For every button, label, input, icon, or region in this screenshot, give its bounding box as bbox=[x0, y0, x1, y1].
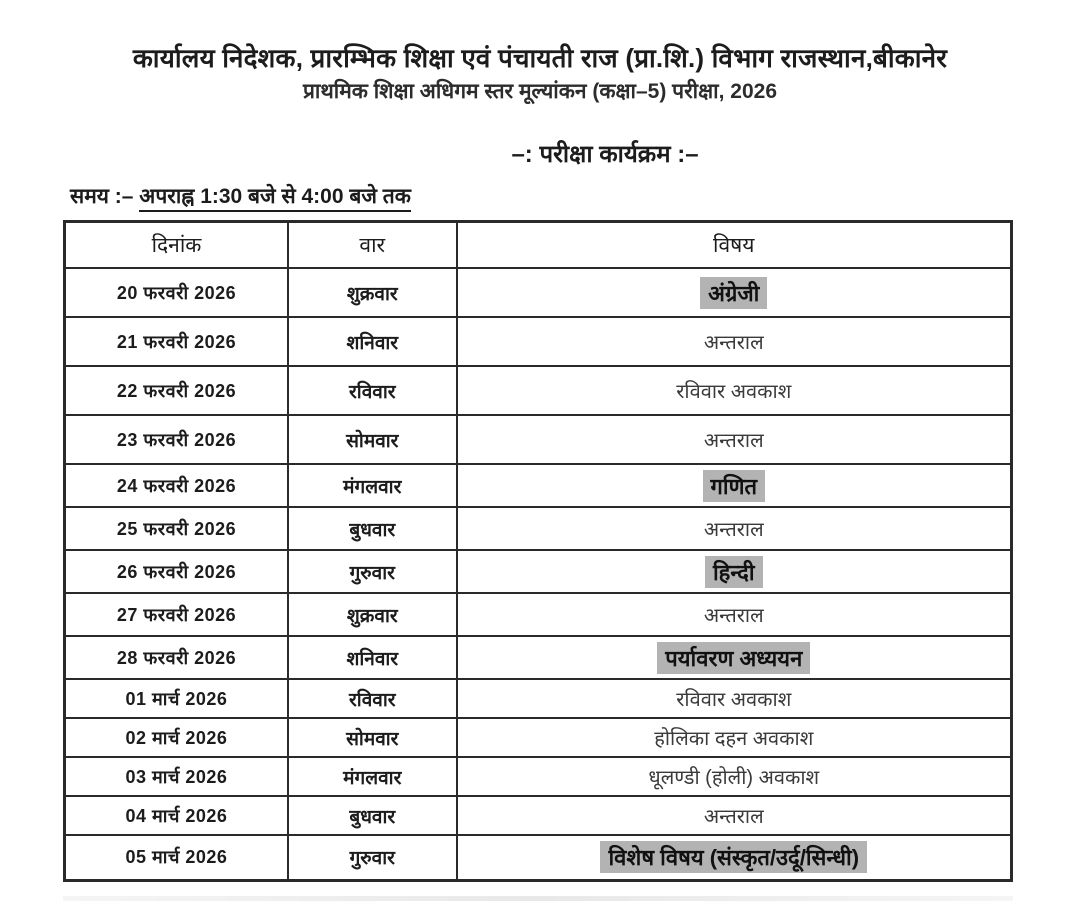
date-cell: 05 मार्च 2026 bbox=[65, 835, 288, 880]
subject-cell bbox=[457, 268, 1012, 317]
subject-cell bbox=[457, 835, 1012, 880]
exam-programme-title: –: परीक्षा कार्यक्रम :– bbox=[511, 140, 699, 168]
exam-table-header bbox=[65, 221, 1012, 268]
table-row bbox=[65, 757, 1012, 796]
table-row bbox=[65, 268, 1012, 317]
subject-cell bbox=[457, 679, 1012, 718]
subject-text: रविवार अवकाश bbox=[676, 381, 792, 403]
subject-text: अन्तराल bbox=[703, 519, 764, 541]
time-value: अपराह्न 1:30 बजे से 4:00 बजे तक bbox=[139, 185, 411, 212]
subject-cell bbox=[457, 507, 1012, 550]
subject-text: अन्तराल bbox=[703, 430, 764, 452]
date-cell: 01 मार्च 2026 bbox=[65, 679, 288, 718]
subject-text: होलिका दहन अवकाश bbox=[654, 728, 814, 750]
day-cell: गुरुवार bbox=[288, 835, 457, 880]
subject-cell bbox=[457, 718, 1012, 757]
column-header-date: दिनांक bbox=[65, 221, 288, 268]
table-row bbox=[65, 415, 1012, 464]
exam-schedule-table bbox=[63, 220, 1013, 882]
subject-text: धूलण्डी (होली) अवकाश bbox=[648, 767, 820, 789]
subject-text: अन्तराल bbox=[703, 605, 764, 627]
table-row bbox=[65, 507, 1012, 550]
header-row bbox=[65, 221, 1012, 268]
subject-cell bbox=[457, 415, 1012, 464]
date-cell: 23 फरवरी 2026 bbox=[65, 415, 288, 464]
day-cell: शनिवार bbox=[288, 636, 457, 679]
table-row bbox=[65, 835, 1012, 880]
subject-text: हिन्दी bbox=[705, 556, 763, 588]
subject-text: गणित bbox=[703, 470, 766, 502]
table-row bbox=[65, 718, 1012, 757]
day-cell: रविवार bbox=[288, 679, 457, 718]
day-cell: मंगलवार bbox=[288, 757, 457, 796]
document-header bbox=[0, 0, 1080, 105]
column-header-day: वार bbox=[288, 221, 457, 268]
subject-cell bbox=[457, 796, 1012, 835]
subject-cell bbox=[457, 317, 1012, 366]
date-cell: 24 फरवरी 2026 bbox=[65, 464, 288, 507]
exam-table-body bbox=[65, 268, 1012, 880]
header-exam-line: प्राथमिक शिक्षा अधिगम स्तर मूल्यांकन (कक्षा–5) परीक्षा, 2026 bbox=[302, 79, 778, 103]
day-cell: सोमवार bbox=[288, 415, 457, 464]
subject-cell bbox=[457, 757, 1012, 796]
day-cell: शुक्रवार bbox=[288, 268, 457, 317]
date-cell: 03 मार्च 2026 bbox=[65, 757, 288, 796]
subject-text: पर्यावरण अध्ययन bbox=[657, 642, 810, 674]
date-cell: 22 फरवरी 2026 bbox=[65, 366, 288, 415]
date-cell: 27 फरवरी 2026 bbox=[65, 593, 288, 636]
day-cell: बुधवार bbox=[288, 796, 457, 835]
subject-text: अन्तराल bbox=[703, 332, 764, 354]
day-cell: गुरुवार bbox=[288, 550, 457, 593]
subject-cell bbox=[457, 464, 1012, 507]
table-row bbox=[65, 679, 1012, 718]
date-cell: 20 फरवरी 2026 bbox=[65, 268, 288, 317]
table-row bbox=[65, 366, 1012, 415]
table-row bbox=[65, 317, 1012, 366]
subject-text: रविवार अवकाश bbox=[676, 689, 792, 711]
date-cell: 04 मार्च 2026 bbox=[65, 796, 288, 835]
day-cell: सोमवार bbox=[288, 718, 457, 757]
subject-cell bbox=[457, 593, 1012, 636]
header-office-line: कार्यालय निदेशक, प्रारम्भिक शिक्षा एवं पंचायती राज (प्रा.शि.) विभाग राजस्थान,बीकानेर bbox=[132, 43, 948, 73]
subject-cell bbox=[457, 636, 1012, 679]
day-cell: शुक्रवार bbox=[288, 593, 457, 636]
date-cell: 02 मार्च 2026 bbox=[65, 718, 288, 757]
day-cell: शनिवार bbox=[288, 317, 457, 366]
date-cell: 21 फरवरी 2026 bbox=[65, 317, 288, 366]
time-label: समय :– bbox=[70, 184, 134, 208]
day-cell: मंगलवार bbox=[288, 464, 457, 507]
subject-text: अंग्रेजी bbox=[700, 277, 767, 309]
table-row bbox=[65, 796, 1012, 835]
column-header-subject: विषय bbox=[457, 221, 1012, 268]
subject-text: विशेष विषय (संस्कृत/उर्दू/सिन्धी) bbox=[600, 841, 867, 873]
day-cell: रविवार bbox=[288, 366, 457, 415]
table-row bbox=[65, 636, 1012, 679]
subject-cell bbox=[457, 366, 1012, 415]
date-cell: 25 फरवरी 2026 bbox=[65, 507, 288, 550]
table-row bbox=[65, 550, 1012, 593]
table-row bbox=[65, 464, 1012, 507]
scan-artifact bbox=[63, 896, 1013, 901]
date-cell: 26 फरवरी 2026 bbox=[65, 550, 288, 593]
table-row bbox=[65, 593, 1012, 636]
subject-text: अन्तराल bbox=[703, 806, 764, 828]
date-cell: 28 फरवरी 2026 bbox=[65, 636, 288, 679]
subject-cell bbox=[457, 550, 1012, 593]
time-line bbox=[70, 182, 1080, 210]
day-cell: बुधवार bbox=[288, 507, 457, 550]
